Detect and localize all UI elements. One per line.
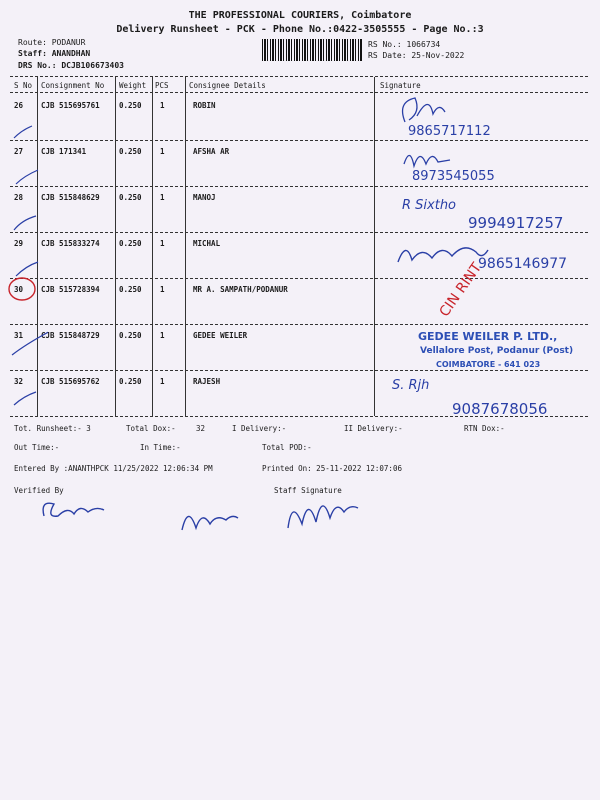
row-consignee: GEDEE WEILER: [193, 331, 248, 340]
table-top-border: [10, 76, 588, 77]
row-consignee: ROBIN: [193, 101, 216, 110]
row-pcs: 1: [160, 147, 165, 156]
company-stamp-line3: COIMBATORE - 641 023: [436, 360, 541, 369]
row-sno: 30: [14, 285, 24, 294]
handwritten-phone: 9087678056: [452, 400, 548, 418]
barcode-image: [262, 39, 362, 61]
row-consignment: CJB 515833274: [41, 239, 100, 248]
col-divider: [152, 77, 153, 416]
total-dox-label: Total Dox:-: [126, 424, 176, 433]
row-weight: 0.250: [119, 285, 142, 294]
row-pcs: 1: [160, 193, 165, 202]
rtn-dox: RTN Dox:-: [464, 424, 505, 433]
col-header-consignment: Consignment No: [41, 81, 105, 90]
row-sno: 26: [14, 101, 24, 110]
out-time: Out Time:-: [14, 443, 60, 452]
col-header-weight: Weight: [119, 81, 147, 90]
row-consignment: CJB 171341: [41, 147, 87, 156]
in-time: In Time:-: [140, 443, 181, 452]
red-ink-marks: CIN RINT: [436, 260, 486, 320]
row-consignment: CJB 515695762: [41, 377, 100, 386]
rs-date: RS Date: 25-Nov-2022: [368, 51, 465, 60]
col-divider: [374, 77, 375, 416]
row-consignee: AFSHA AR: [193, 147, 230, 156]
row-consignee: MANOJ: [193, 193, 216, 202]
staff-label: Staff: ANANDHAN: [18, 49, 91, 58]
ii-delivery: II Delivery:-: [344, 424, 403, 433]
row-consignment: CJB 515848729: [41, 331, 100, 340]
row-consignee: RAJESH: [193, 377, 221, 386]
entered-by: Entered By :ANANTHPCK 11/25/2022 12:06:34 PM: [14, 464, 213, 473]
company-name: THE PROFESSIONAL COURIERS, Coimbatore: [188, 10, 412, 21]
staff-signature-label: Staff Signature: [274, 486, 342, 495]
handwritten-name: S. Rjh: [392, 378, 430, 393]
row-consignment: CJB 515848629: [41, 193, 100, 202]
row-divider: [10, 370, 588, 371]
row-divider: [10, 186, 588, 187]
handwritten-phone: 9865717112: [408, 124, 491, 139]
runsheet-subtitle: Delivery Runsheet - PCK - Phone No.:0422-3505555 - Page No.:3: [116, 24, 484, 35]
row-weight: 0.250: [119, 331, 142, 340]
rs-number: RS No.: 1066734: [368, 40, 441, 49]
col-header-signature: Signature: [380, 81, 421, 90]
row-consignment: CJB 515695761: [41, 101, 100, 110]
header-bottom-border: [10, 92, 588, 93]
row-weight: 0.250: [119, 377, 142, 386]
row-sno: 32: [14, 377, 24, 386]
row-sno: 28: [14, 193, 24, 202]
total-pod: Total POD:-: [262, 443, 312, 452]
col-header-sno: S No: [14, 81, 33, 90]
row-weight: 0.250: [119, 147, 142, 156]
i-delivery: I Delivery:-: [232, 424, 287, 433]
row-divider: [10, 324, 588, 325]
verifier-signature: [38, 496, 118, 526]
row-weight: 0.250: [119, 239, 142, 248]
col-divider: [115, 77, 116, 416]
row-pcs: 1: [160, 285, 165, 294]
handwritten-phone: 8973545055: [412, 169, 495, 184]
tot-runsheet: Tot. Runsheet:- 3: [14, 424, 91, 433]
verified-by-label: Verified By: [14, 486, 64, 495]
row-consignee: MICHAL: [193, 239, 221, 248]
row-divider: [10, 140, 588, 141]
row-weight: 0.250: [119, 101, 142, 110]
second-signature: [176, 500, 246, 536]
row-sno: 27: [14, 147, 24, 156]
row-sno: 29: [14, 239, 24, 248]
total-dox-value: 32: [196, 424, 206, 433]
row-consignment: CJB 515728394: [41, 285, 100, 294]
company-stamp-line2: Vellalore Post, Podanur (Post): [420, 346, 574, 356]
col-header-pcs: PCS: [155, 81, 169, 90]
staff-signature-scribble: [284, 488, 364, 536]
row-pcs: 1: [160, 377, 165, 386]
row-divider: [10, 278, 588, 279]
drs-number: DRS No.: DCJB106673403: [18, 61, 124, 70]
handwritten-phone: 9994917257: [468, 214, 564, 232]
route-label: Route: PODANUR: [18, 38, 86, 47]
pen-tick-marks: [8, 100, 48, 420]
row-weight: 0.250: [119, 193, 142, 202]
handwritten-phone: 9865146977: [478, 256, 568, 272]
row-pcs: 1: [160, 331, 165, 340]
row-divider: [10, 232, 588, 233]
company-stamp-line1: GEDEE WEILER P. LTD.,: [418, 330, 558, 343]
col-divider: [185, 77, 186, 416]
row-consignee: MR A. SAMPATH/PODANUR: [193, 285, 288, 294]
row-pcs: 1: [160, 101, 165, 110]
row-sno: 31: [14, 331, 24, 340]
printed-on: Printed On: 25-11-2022 12:07:06: [262, 464, 402, 473]
handwritten-name: R Sixtho: [402, 198, 457, 213]
row-pcs: 1: [160, 239, 165, 248]
col-header-consignee: Consignee Details: [189, 81, 266, 90]
